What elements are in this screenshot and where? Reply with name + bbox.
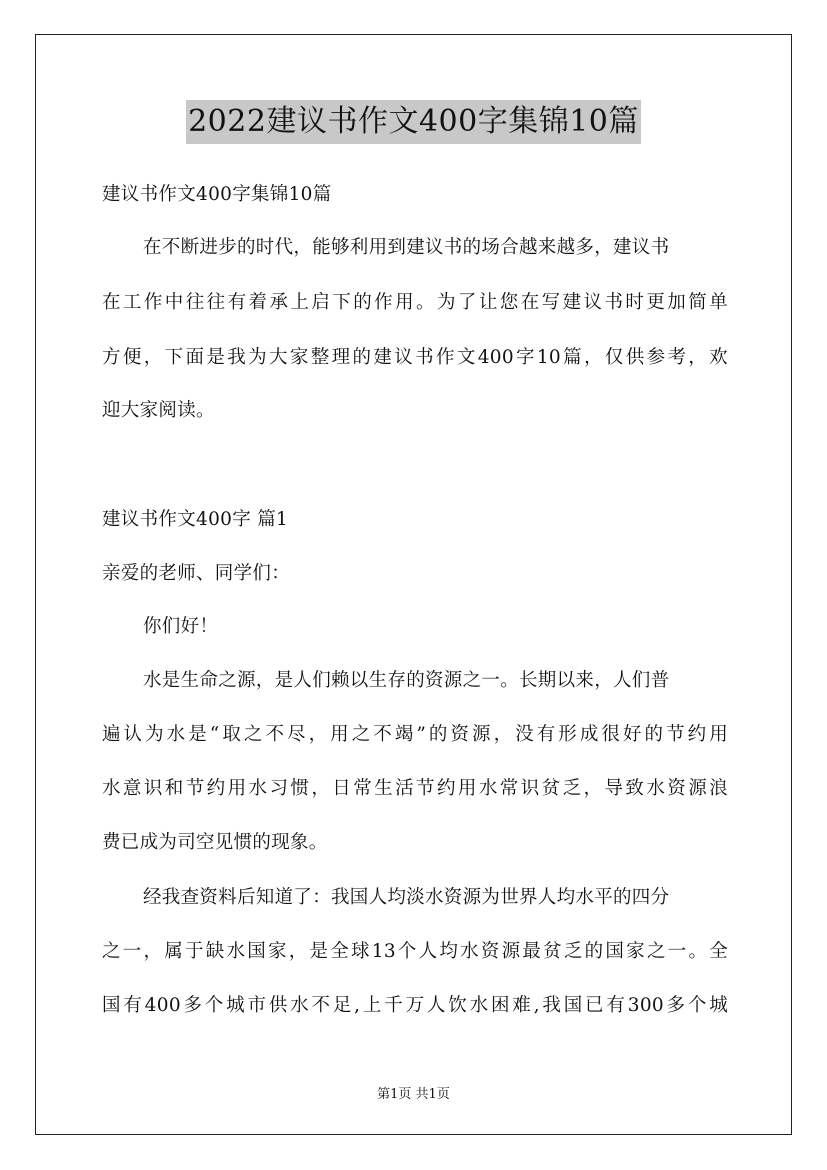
salutation: 亲爱的老师、同学们： <box>102 563 291 584</box>
section-heading: 建议书作文400字 篇1 <box>102 509 289 530</box>
paragraph-line: 水是生命之源，是人们赖以生存的资源之一。长期以来，人们普 <box>143 670 670 691</box>
paragraph-line: 国有400多个城市供水不足,上千万人饮水困难,我国已有300多个城 <box>102 995 728 1016</box>
intro-line: 方便，下面是我为大家整理的建议书作文400字10篇，仅供参考，欢 <box>102 347 728 368</box>
intro-line: 迎大家阅读。 <box>102 400 215 421</box>
greeting: 你们好！ <box>143 616 219 637</box>
intro-line: 在不断进步的时代，能够利用到建议书的场合越来越多，建议书 <box>143 237 670 258</box>
paragraph-line: 经我查资料后知道了：我国人均淡水资源为世界人均水平的四分 <box>143 887 670 908</box>
page-footer: 第1页 共1页 <box>377 1087 450 1102</box>
intro-line: 在工作中往往有着承上启下的作用。为了让您在写建议书时更加简单 <box>102 292 728 313</box>
paragraph-line: 之一，属于缺水国家，是全球13个人均水资源最贫乏的国家之一。全 <box>102 941 728 962</box>
title-container <box>0 100 827 144</box>
paragraph-line: 水意识和节约用水习惯，日常生活节约用水常识贫乏，导致水资源浪 <box>102 778 728 799</box>
paragraph-line: 费已成为司空见惯的现象。 <box>102 832 328 853</box>
document-title: 2022建议书作文400字集锦10篇 <box>186 100 641 144</box>
document-subtitle: 建议书作文400字集锦10篇 <box>102 184 332 205</box>
paragraph-line: 遍认为水是“取之不尽，用之不竭”的资源，没有形成很好的节约用 <box>102 724 728 745</box>
